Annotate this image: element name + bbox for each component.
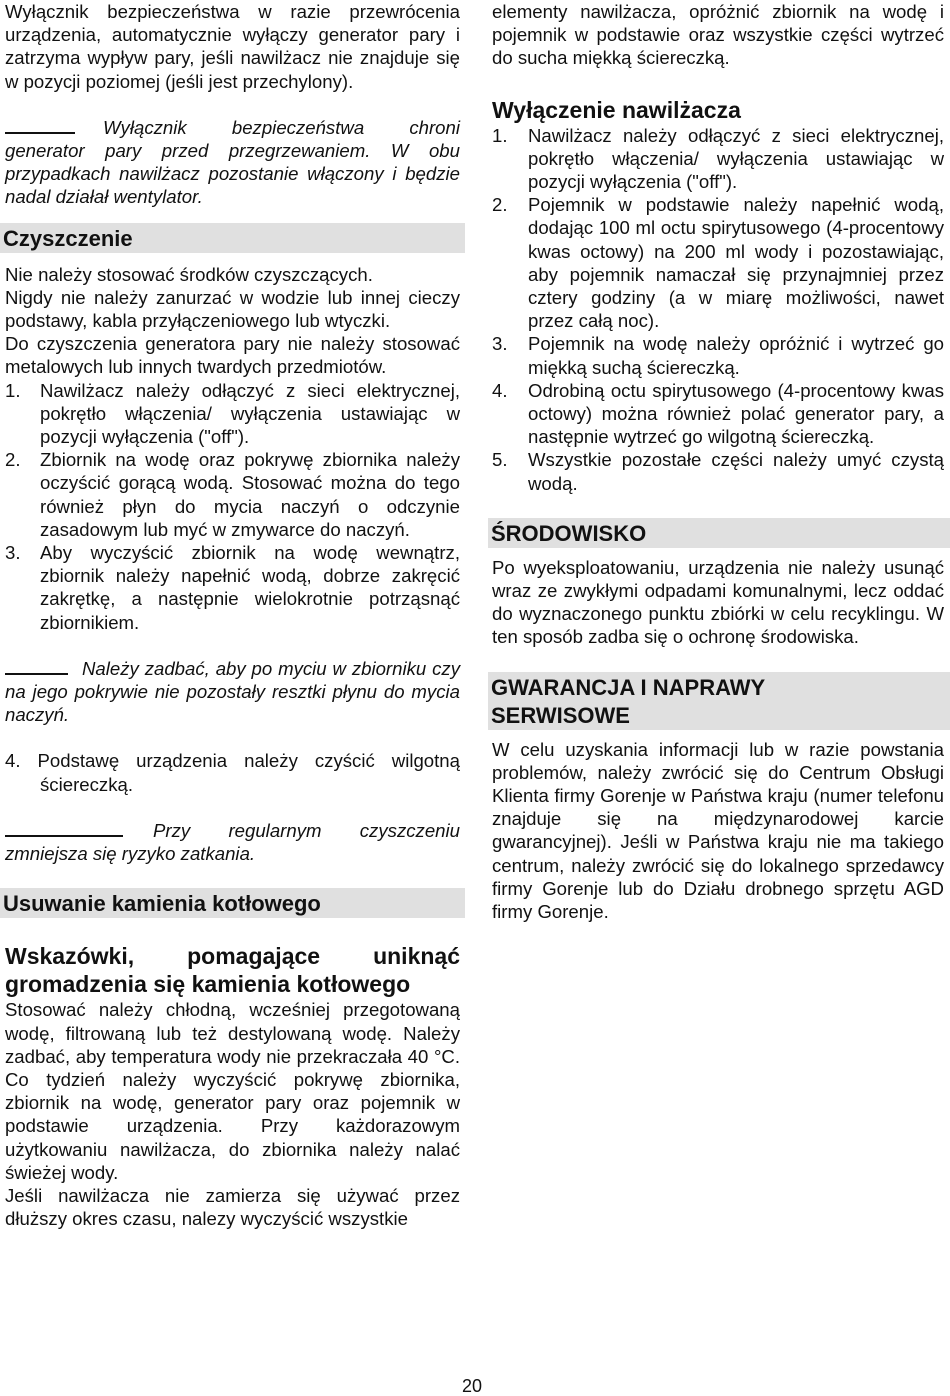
cleaning-step-4: 4. Podstawę urządzenia należy czyścić wilgotną ściereczką.: [5, 750, 460, 795]
warranty-heading-line-2: SERWISOWE: [491, 702, 630, 728]
cleaning-note: [5, 657, 460, 727]
list-item: [492, 193, 944, 332]
section-heading-descaling: Usuwanie kamienia kotłowego: [0, 888, 465, 918]
right-column: [492, 0, 944, 923]
note-blank-line: [5, 131, 75, 134]
list-item: [5, 448, 460, 541]
switch-off-steps-list: [492, 124, 944, 495]
list-text: Pojemnik w podstawie należy napełnić wodą, dodając 100 ml octu spirytusowego (4-procentowy kwas octowy) na 200 ml wody i pozostawiając, aby pojemnik namaczał się przynajmniej przez cztery godziny (a w miarę możliwości, nawet przez całą noc).: [528, 194, 944, 332]
list-text: Nawilżacz należy odłączyć z sieci elektrycznej, pokrętło włączenia/ wyłączenia ustawiając w pozycji wyłączenia ("off").: [528, 124, 944, 193]
regular-note: [5, 819, 460, 865]
list-text: Nawilżacz należy odłączyć z sieci elektrycznej, pokrętło włączenia/ wyłączenia ustawiając w pozycji wyłączenia ("off").: [40, 379, 460, 448]
list-text: Zbiornik na wodę oraz pokrywę zbiornika należy oczyścić gorącą wodą. Stosować można do tego również płyn do mycia naczyń o odczynie zasadowym lub myć w zmywarce do naczyń.: [40, 449, 460, 540]
section-heading-cleaning: Czyszczenie: [0, 223, 465, 253]
safety-note-text: Wyłącznik bezpieczeństwa chroni generator pary przed przegrzewaniem. W obu przypadkach nawilżacz pozostanie włączony i będzie nadal działał wentylator.: [5, 116, 460, 208]
list-item: [492, 448, 944, 494]
cleaning-intro-3: Do czyszczenia generatora pary nie należy stosować metalowych lub innych twardych przedmiotów.: [5, 333, 460, 378]
list-item: [492, 379, 944, 449]
list-item: [5, 379, 460, 449]
environment-paragraph: Po wyeksploatowaniu, urządzenia nie należy usunąć wraz ze zwykłymi odpadami komunalnymi, lecz oddać do wyznaczonego punktu zbiórki w celu recyklingu. W ten sposób zadba się o ochronę środowiska.: [492, 556, 944, 648]
warranty-paragraph: W celu uzyskania informacji lub w razie powstania problemów, należy zwrócić się do Centrum Obsługi Klienta firmy Gorenje w Państwa kraju (numer telefonu znajduje się na międzynarodowej karcie gwarancyjnej). Jeśli w Państwa kraju nie ma takiego centrum, należy zwrócić się do lokalnego sprzedawcy firmy Gorenje lub do Działu drobnego sprzętu AGD firmy Gorenje.: [492, 738, 944, 923]
cleaning-steps-list: [5, 379, 460, 634]
cleaning-intro-1: Nie należy stosować środków czyszczących.: [5, 263, 373, 285]
list-text: Aby wyczyścić zbiornik na wodę wewnątrz, zbiornik należy napełnić wodą, dobrze zakręcić zakrętkę, a następnie wielokrotnie potrząsnąć zbiornikiem.: [40, 542, 460, 633]
cleaning-note-text: Należy zadbać, aby po myciu w zbiorniku czy na jego pokrywie nie pozostały resztki płynu do mycia naczyń.: [5, 657, 460, 726]
cleaning-intro-2: Nigdy nie należy zanurzać w wodzie lub innej cieczy podstawy, kabla przyłączeniowego lub wtyczki.: [5, 286, 460, 332]
list-number: 5.: [492, 449, 508, 471]
list-item: [5, 541, 460, 634]
list-number: 2.: [5, 449, 21, 471]
section-heading-warranty: [488, 672, 950, 730]
section-heading-environment: ŚRODOWISKO: [488, 518, 950, 548]
section-heading-switch-off: Wyłączenie nawilżacza: [492, 96, 741, 123]
list-item: [492, 332, 944, 378]
page-number: 20: [462, 1376, 483, 1396]
warranty-heading-line-1: GWARANCJA I NAPRAWY: [491, 674, 766, 700]
list-text: Wszystkie pozostałe części należy umyć czystą wodą.: [528, 449, 944, 494]
tips-heading: Wskazówki, pomagające uniknąć gromadzenia się kamienia kotłowego: [5, 943, 460, 998]
safety-paragraph: Wyłącznik bezpieczeństwa w razie przewrócenia urządzenia, automatycznie wyłączy generator pary i zatrzyma wypływ pary, jeśli nawilżacz nie znajduje się w pozycji poziomej (jeśli jest przechylony).: [5, 1, 460, 92]
safety-note: [5, 116, 460, 209]
list-item: [492, 124, 944, 194]
list-number: 2.: [492, 194, 508, 216]
regular-note-text: Przy regularnym czyszczeniu zmniejsza się ryzyko zatkania.: [5, 819, 460, 865]
list-number: 3.: [492, 333, 508, 355]
list-number: 3.: [5, 542, 21, 564]
list-number: 1.: [5, 379, 21, 401]
left-column: [5, 0, 460, 1230]
note-blank-line: [5, 672, 68, 675]
note-blank-line: [5, 834, 123, 837]
list-number: 1.: [492, 124, 508, 146]
list-text: Pojemnik na wodę należy opróżnić i wytrzeć go miękką suchą ściereczką.: [528, 333, 944, 378]
list-text: Odrobiną octu spirytusowego (4-procentowy kwas octowy) można również polać generator pary, a następnie wytrzeć go wilgotną ściereczką.: [528, 379, 944, 448]
tips-paragraph: Stosować należy chłodną, wcześniej przegotowaną wodę, filtrowaną lub też destylowaną wodę. Należy zadbać, aby temperatura wody nie przekraczała 40 °C. Co tydzień należy wyczyścić pokrywę zbiornika, zbiornik na wodę, generator pary oraz pojemnik w podstawie urządzenia. Przy każdorazowym użytkowaniu nawilżacza, do zbiornika należy nalać świeżej wody.: [5, 999, 460, 1183]
list-number: 4.: [492, 379, 508, 401]
tips-paragraph-2: Jeśli nawilżacza nie zamierza się używać przez dłuższy okres czasu, nalezy wyczyścić wszystkie: [5, 1184, 460, 1230]
continued-paragraph: elementy nawilżacza, opróżnić zbiornik na wodę i pojemnik w podstawie oraz wszystkie części wytrzeć do sucha miękką ściereczką.: [492, 1, 944, 69]
